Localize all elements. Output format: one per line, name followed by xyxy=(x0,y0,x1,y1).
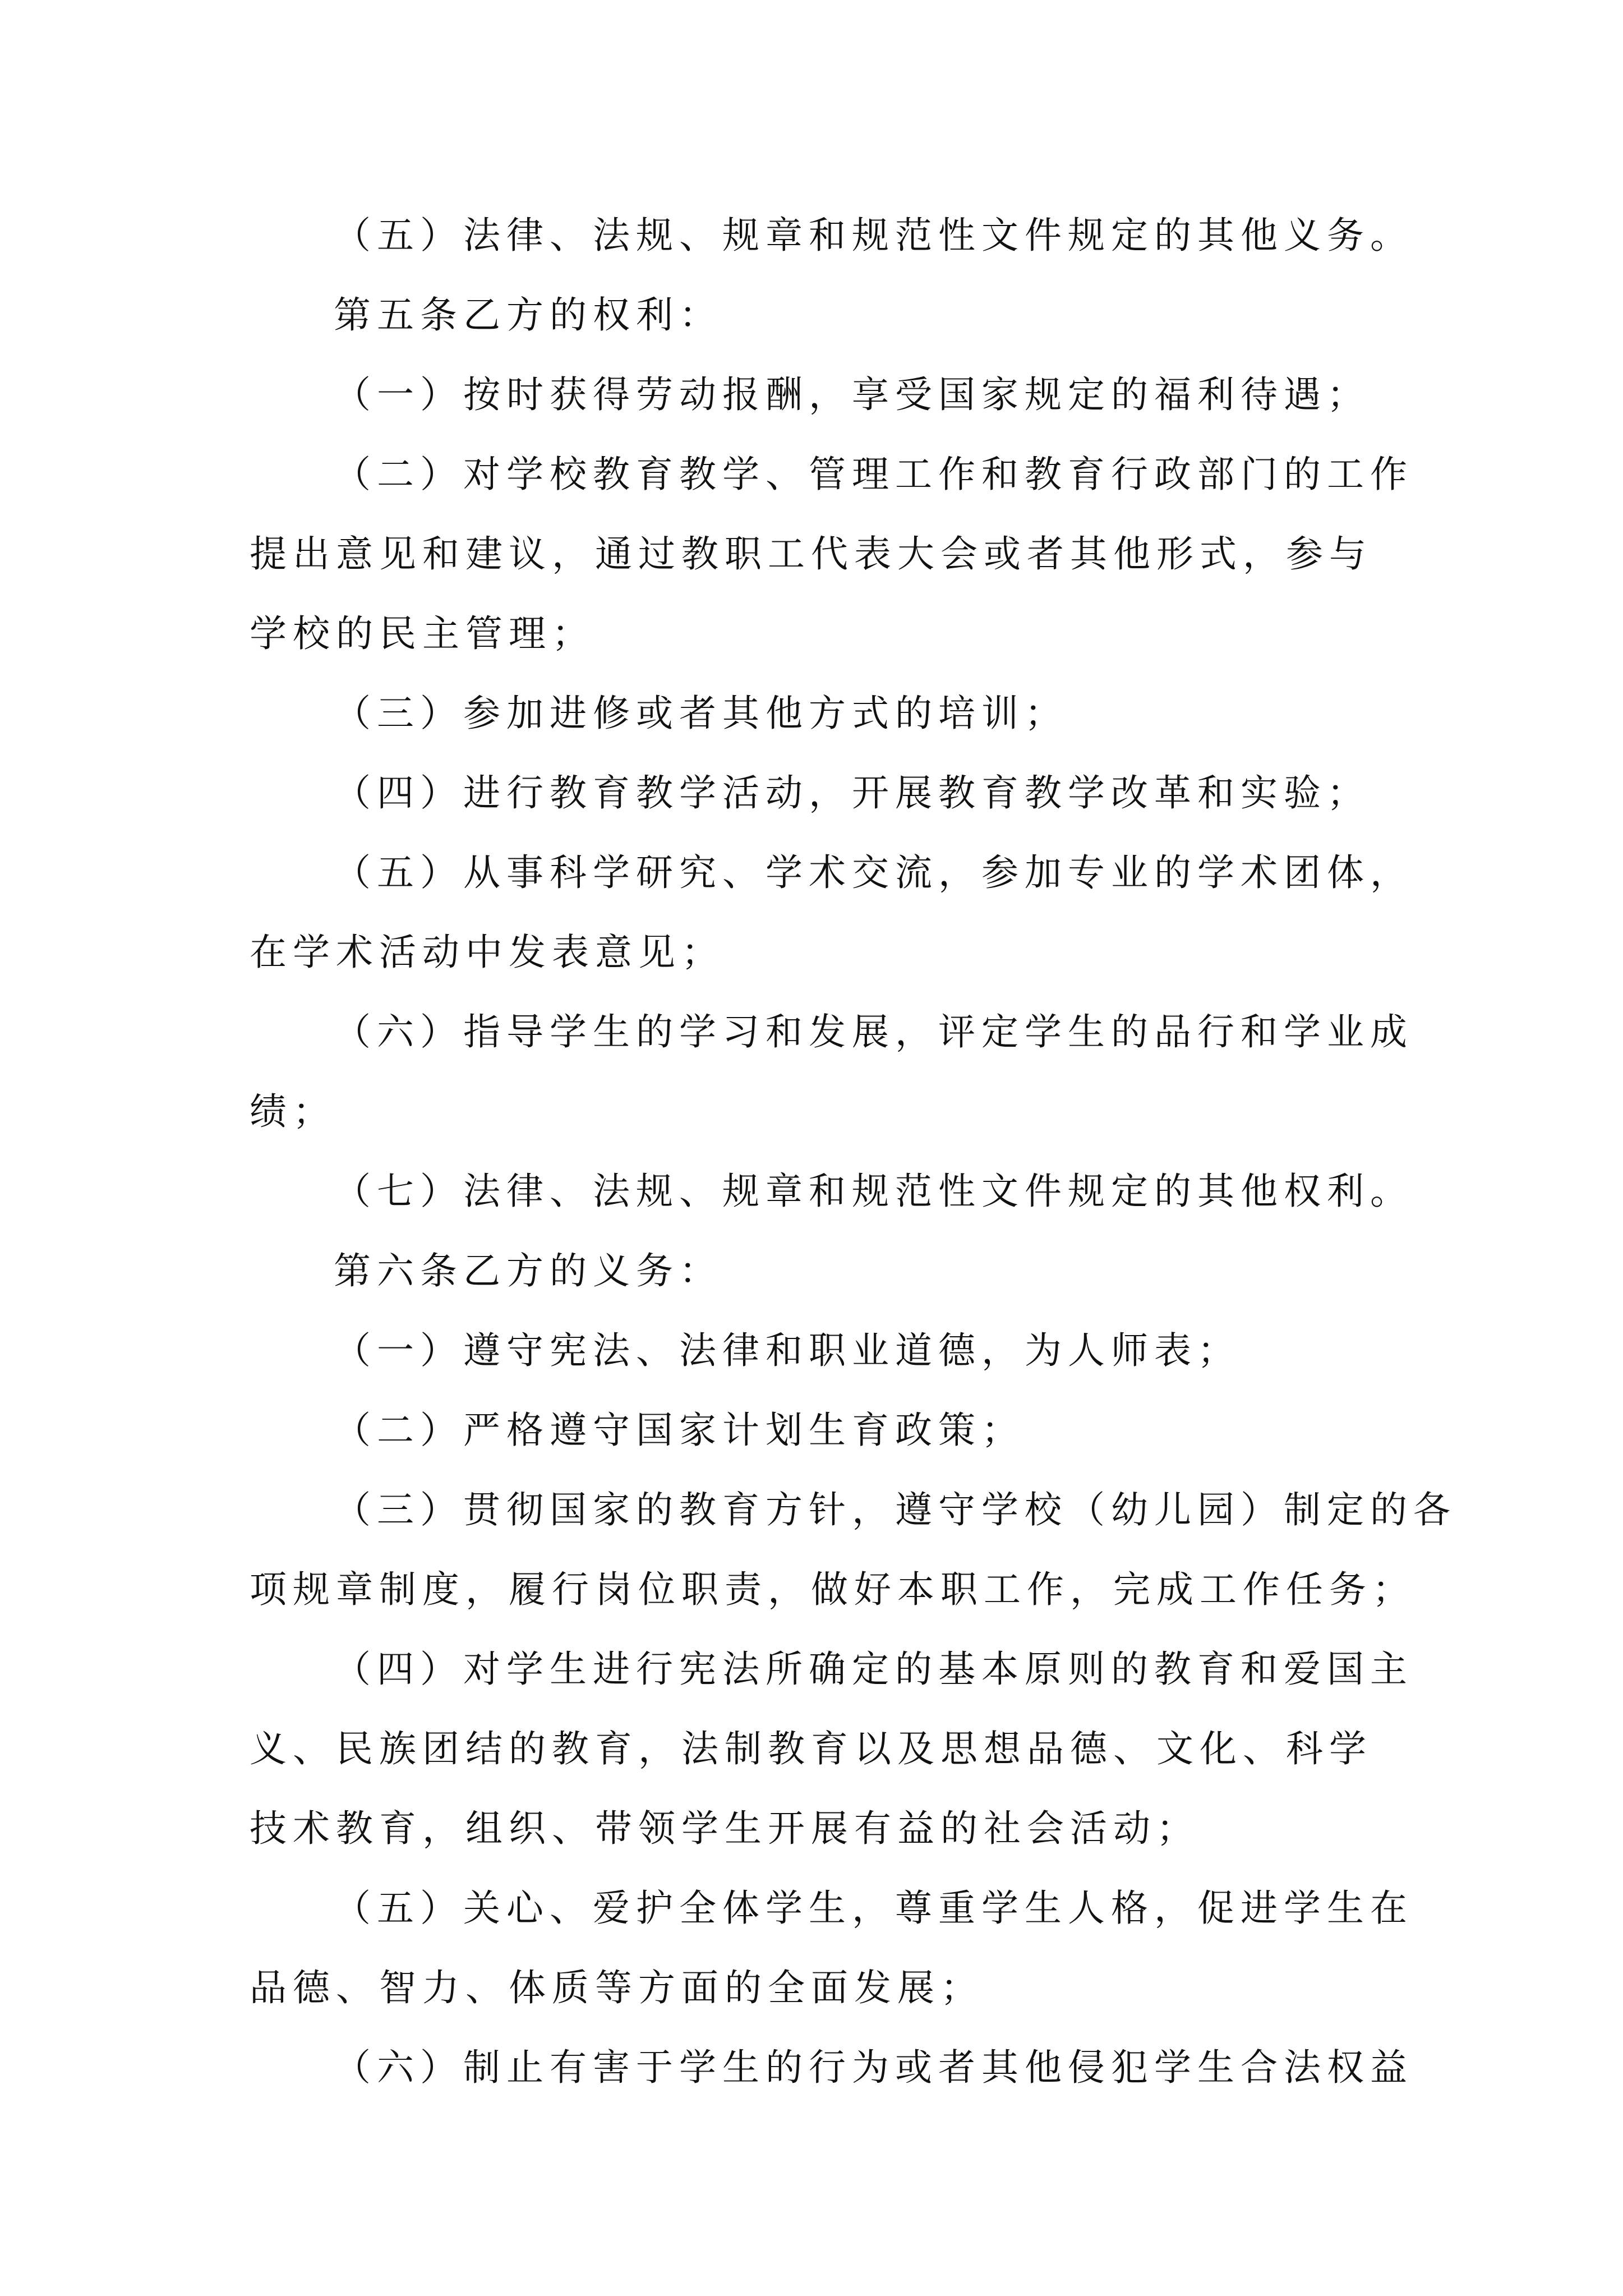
text-line: 品德、智力、体质等方面的全面发展； xyxy=(250,1966,984,2009)
text-line: （六）制止有害于学生的行为或者其他侵犯学生合法权益 xyxy=(334,2046,1413,2089)
text-line: （五）关心、爱护全体学生，尊重学生人格，促进学生在 xyxy=(334,1887,1413,1930)
text-line: 绩； xyxy=(250,1090,336,1133)
text-line: （六）指导学生的学习和发展，评定学生的品行和学业成 xyxy=(334,1010,1413,1053)
text-line: （一）遵守宪法、法律和职业道德，为人师表； xyxy=(334,1329,1241,1372)
text-line: （一）按时获得劳动报酬，享受国家规定的福利待遇； xyxy=(334,373,1370,416)
text-line: （五）法律、法规、规章和规范性文件规定的其他义务。 xyxy=(334,214,1413,257)
text-line: （二）对学校教育教学、管理工作和教育行政部门的工作 xyxy=(334,453,1413,496)
text-line: 学校的民主管理； xyxy=(250,612,595,655)
text-line: （三）参加进修或者其他方式的培训； xyxy=(334,692,1068,735)
text-line: 义、民族团结的教育，法制教育以及思想品德、文化、科学 xyxy=(250,1727,1372,1770)
text-line: （三）贯彻国家的教育方针，遵守学校（幼儿园）制定的各 xyxy=(334,1488,1456,1531)
text-line: （五）从事科学研究、学术交流，参加专业的学术团体， xyxy=(334,851,1413,894)
text-line: （四）进行教育教学活动，开展教育教学改革和实验； xyxy=(334,771,1370,815)
text-line: 项规章制度，履行岗位职责，做好本职工作，完成工作任务； xyxy=(250,1568,1415,1611)
text-line: 在学术活动中发表意见； xyxy=(250,931,725,974)
document-body xyxy=(250,208,1456,2119)
text-line: 提出意见和建议，通过教职工代表大会或者其他形式，参与 xyxy=(250,532,1372,576)
text-line: （七）法律、法规、规章和规范性文件规定的其他权利。 xyxy=(334,1170,1413,1213)
article-heading: 第五条乙方的权利： xyxy=(334,293,722,337)
text-line: 技术教育，组织、带领学生开展有益的社会活动； xyxy=(250,1807,1200,1850)
text-line: （二）严格遵守国家计划生育政策； xyxy=(334,1409,1025,1452)
text-line: （四）对学生进行宪法所确定的基本原则的教育和爱国主 xyxy=(334,1648,1413,1691)
article-heading: 第六条乙方的义务： xyxy=(334,1249,722,1292)
